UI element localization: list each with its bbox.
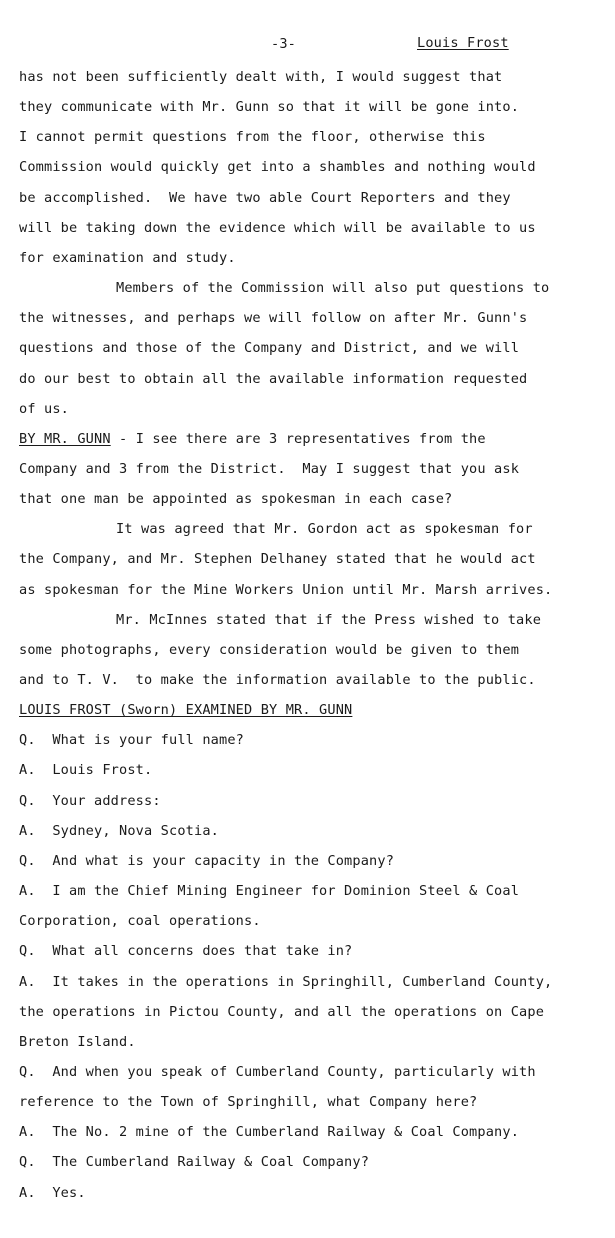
transcript-line: Breton Island.	[19, 1033, 136, 1050]
transcript-line: be accomplished. We have two able Court Reporters and they	[19, 189, 511, 206]
speaker-label: BY MR. GUNN	[19, 430, 111, 447]
transcript-line: Mr. McInnes stated that if the Press wished to take	[116, 611, 542, 628]
transcript-line: some photographs, every consideration would be given to them	[19, 641, 520, 658]
transcript-line: of us.	[19, 400, 70, 417]
transcript-line: Q. What all concerns does that take in?	[19, 943, 353, 960]
transcript-line: Q. The Cumberland Railway & Coal Company?	[19, 1154, 370, 1171]
transcript-line: that one man be appointed as spokesman in each case?	[19, 491, 453, 508]
transcript-line: has not been sufficiently dealt with, I would suggest that	[19, 69, 503, 85]
transcript-line: Q. And when you speak of Cumberland County, particularly with	[19, 1063, 536, 1080]
transcript-line: the witnesses, and perhaps we will follow on after Mr. Gunn's	[19, 310, 528, 327]
transcript-line: and to T. V. to make the information available to the public.	[19, 672, 536, 688]
line-text: - I see there are 3 representatives from the	[110, 430, 486, 447]
transcript-line: reference to the Town of Springhill, what Company here?	[19, 1094, 478, 1111]
page-number: -3-	[271, 36, 297, 52]
transcript-line: they communicate with Mr. Gunn so that it will be gone into.	[19, 99, 520, 116]
transcript-line: A. Sydney, Nova Scotia.	[19, 822, 220, 839]
transcript-line: the Company, and Mr. Stephen Delhaney stated that he would act	[19, 551, 536, 568]
running-title: Louis Frost	[417, 35, 509, 51]
transcript-line: Q. Your address:	[19, 792, 161, 809]
transcript-line: will be taking down the evidence which will be available to us	[19, 219, 536, 236]
transcript-line: Corporation, coal operations.	[19, 913, 261, 930]
transcript-line: A. Yes.	[19, 1184, 86, 1201]
transcript-line: Company and 3 from the District. May I suggest that you ask	[19, 460, 520, 477]
transcript-line: It was agreed that Mr. Gordon act as spokesman for	[116, 521, 533, 538]
transcript-line: as spokesman for the Mine Workers Union until Mr. Marsh arrives.	[19, 581, 553, 598]
transcript-line: questions and those of the Company and District, and we will	[19, 340, 520, 357]
transcript-line: A. The No. 2 mine of the Cumberland Railway & Coal Company.	[19, 1124, 520, 1141]
transcript-line: A. It takes in the operations in Springhill, Cumberland County,	[19, 973, 553, 990]
transcript-line: A. Louis Frost.	[19, 762, 153, 779]
transcript-line: Commission would quickly get into a shambles and nothing would	[19, 159, 536, 176]
transcript-line: Q. What is your full name?	[19, 732, 245, 749]
transcript-line: Members of the Commission will also put questions to	[116, 280, 550, 296]
transcript-line: the operations in Pictou County, and all the operations on Cape	[19, 1003, 545, 1020]
transcript-line: LOUIS FROST (Sworn) EXAMINED BY MR. GUNN	[19, 702, 353, 719]
transcript-line: do our best to obtain all the available information requested	[19, 370, 528, 387]
transcript-line: I cannot permit questions from the floor, otherwise this	[19, 129, 486, 146]
transcript-line: A. I am the Chief Mining Engineer for Dominion Steel & Coal	[19, 883, 520, 899]
transcript-line: for examination and study.	[19, 249, 236, 266]
transcript-line: Q. And what is your capacity in the Company?	[19, 852, 395, 869]
transcript-line	[19, 431, 486, 447]
